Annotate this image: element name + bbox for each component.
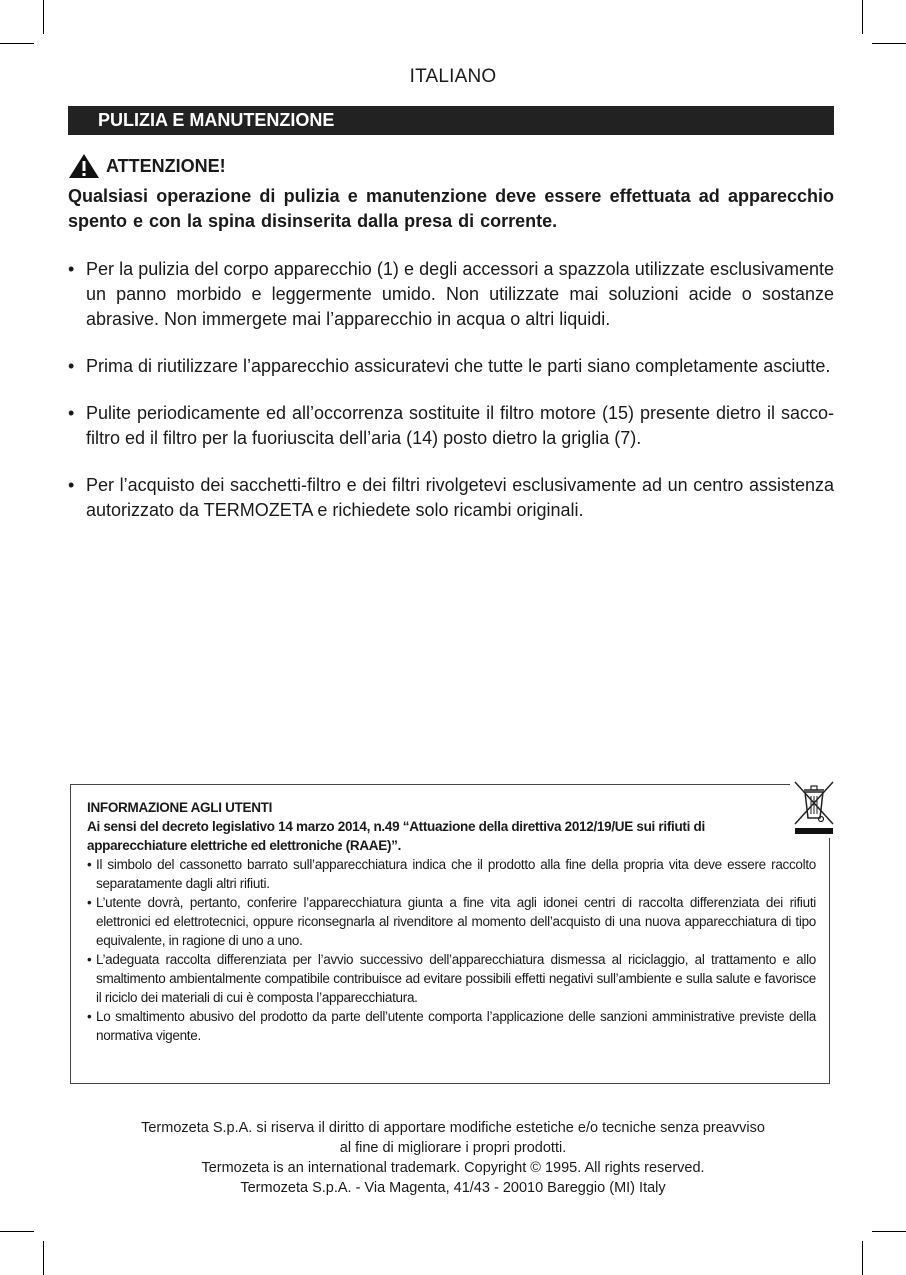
list-item-text: L’adeguata raccolta differenziata per l’avvio successivo dell’apparecchiatura dismessa al riciclaggio, al trattamento e allo smaltimento ambientalmente compatibile contribuisce ad evitare possibili effetti negativi sull’ambiente e sulla salute e favorisce il riciclo dei materiali di cui è composta l’apparecchiatura.: [96, 952, 816, 1005]
list-item-text: Prima di riutilizzare l’apparecchio assicuratevi che tutte le parti siano completamente asciutte.: [86, 356, 831, 376]
info-title: INFORMAZIONE AGLI UTENTI: [87, 800, 273, 815]
warning-heading: [68, 152, 226, 180]
crop-mark: [872, 1231, 906, 1232]
bullet-dot: •: [68, 475, 75, 495]
list-item: [68, 354, 834, 379]
crop-mark: [43, 1241, 44, 1275]
list-item-text: Per la pulizia del corpo apparecchio (1) e degli accessori a spazzola utilizzate esclusivamente un panno morbido e leggermente umido. Non utilizzate mai soluzioni acide o sostanze abrasive. Non immergete mai l’apparecchio in acqua o altri liquidi.: [86, 259, 834, 329]
list-item: [87, 855, 816, 893]
list-item: [87, 1007, 816, 1045]
bullet-dot: •: [87, 1009, 92, 1024]
bullet-dot: •: [87, 857, 92, 872]
bullet-dot: •: [87, 895, 92, 910]
footer: [0, 1118, 906, 1198]
crop-mark: [0, 43, 34, 44]
bullet-dot: •: [68, 356, 75, 376]
footer-line: Termozeta S.p.A. si riserva il diritto di apportare modifiche estetiche e/o tecniche senza preavviso: [141, 1120, 765, 1136]
list-item: [68, 257, 834, 332]
instruction-list: [68, 257, 834, 545]
warning-icon: [68, 153, 100, 179]
warning-title: ATTENZIONE!: [106, 155, 226, 176]
list-item: [87, 893, 816, 950]
user-information: [87, 798, 816, 1045]
list-item: [87, 950, 816, 1007]
footer-line: Termozeta S.p.A. - Via Magenta, 41/43 - 20010 Bareggio (MI) Italy: [240, 1180, 666, 1196]
section-title: PULIZIA E MANUTENZIONE: [68, 106, 834, 135]
bullet-dot: •: [68, 403, 75, 423]
crop-mark: [0, 1231, 34, 1232]
bullet-dot: •: [87, 952, 92, 967]
list-item-text: Il simbolo del cassonetto barrato sull’apparecchiatura indica che il prodotto alla fine della propria vita deve essere raccolto separatamente dagli altri rifiuti.: [96, 857, 816, 891]
crop-mark: [862, 0, 863, 34]
bullet-dot: •: [68, 259, 75, 279]
list-item-text: Pulite periodicamente ed all’occorrenza sostituite il filtro motore (15) presente dietro il sacco-filtro ed il filtro per la fuoriuscita dell’aria (14) posto dietro la griglia (7).: [86, 403, 834, 448]
list-item: [68, 473, 834, 523]
crop-mark: [872, 43, 906, 44]
warning-text: Qualsiasi operazione di pulizia e manutenzione deve essere effettuata ad apparecchio spento e con la spina disinserita dalla presa di corrente.: [68, 186, 834, 231]
list-item-text: L’utente dovrà, pertanto, conferire l’apparecchiatura giunta a fine vita agli idonei centri di raccolta differenziata dei rifiuti elettronici ed elettrotecnici, oppure riconsegnarla al rivenditore al momento dell’acquisto di una nuova apparecchiatura di tipo equivalente, in ragione di uno a uno.: [96, 895, 816, 948]
footer-line: al fine di migliorare i propri prodotti.: [339, 1140, 567, 1156]
language-label: ITALIANO: [409, 66, 497, 87]
info-intro: Ai sensi del decreto legislativo 14 marzo 2014, n.49 “Attuazione della direttiva 2012/19/UE sui rifiuti di apparecchiature elettriche ed elettroniche (RAAE)”.: [87, 819, 705, 853]
list-item-text: Lo smaltimento abusivo del prodotto da parte dell’utente comporta l’applicazione delle sanzioni amministrative previste della normativa vigente.: [96, 1009, 816, 1043]
footer-line: Termozeta is an international trademark. Copyright © 1995. All rights reserved.: [201, 1160, 705, 1176]
crop-mark: [43, 0, 44, 34]
crop-mark: [862, 1241, 863, 1275]
list-item: [68, 401, 834, 451]
list-item-text: Per l’acquisto dei sacchetti-filtro e dei filtri rivolgetevi esclusivamente ad un centro assistenza autorizzato da TERMOZETA e richiedete solo ricambi originali.: [86, 475, 834, 520]
